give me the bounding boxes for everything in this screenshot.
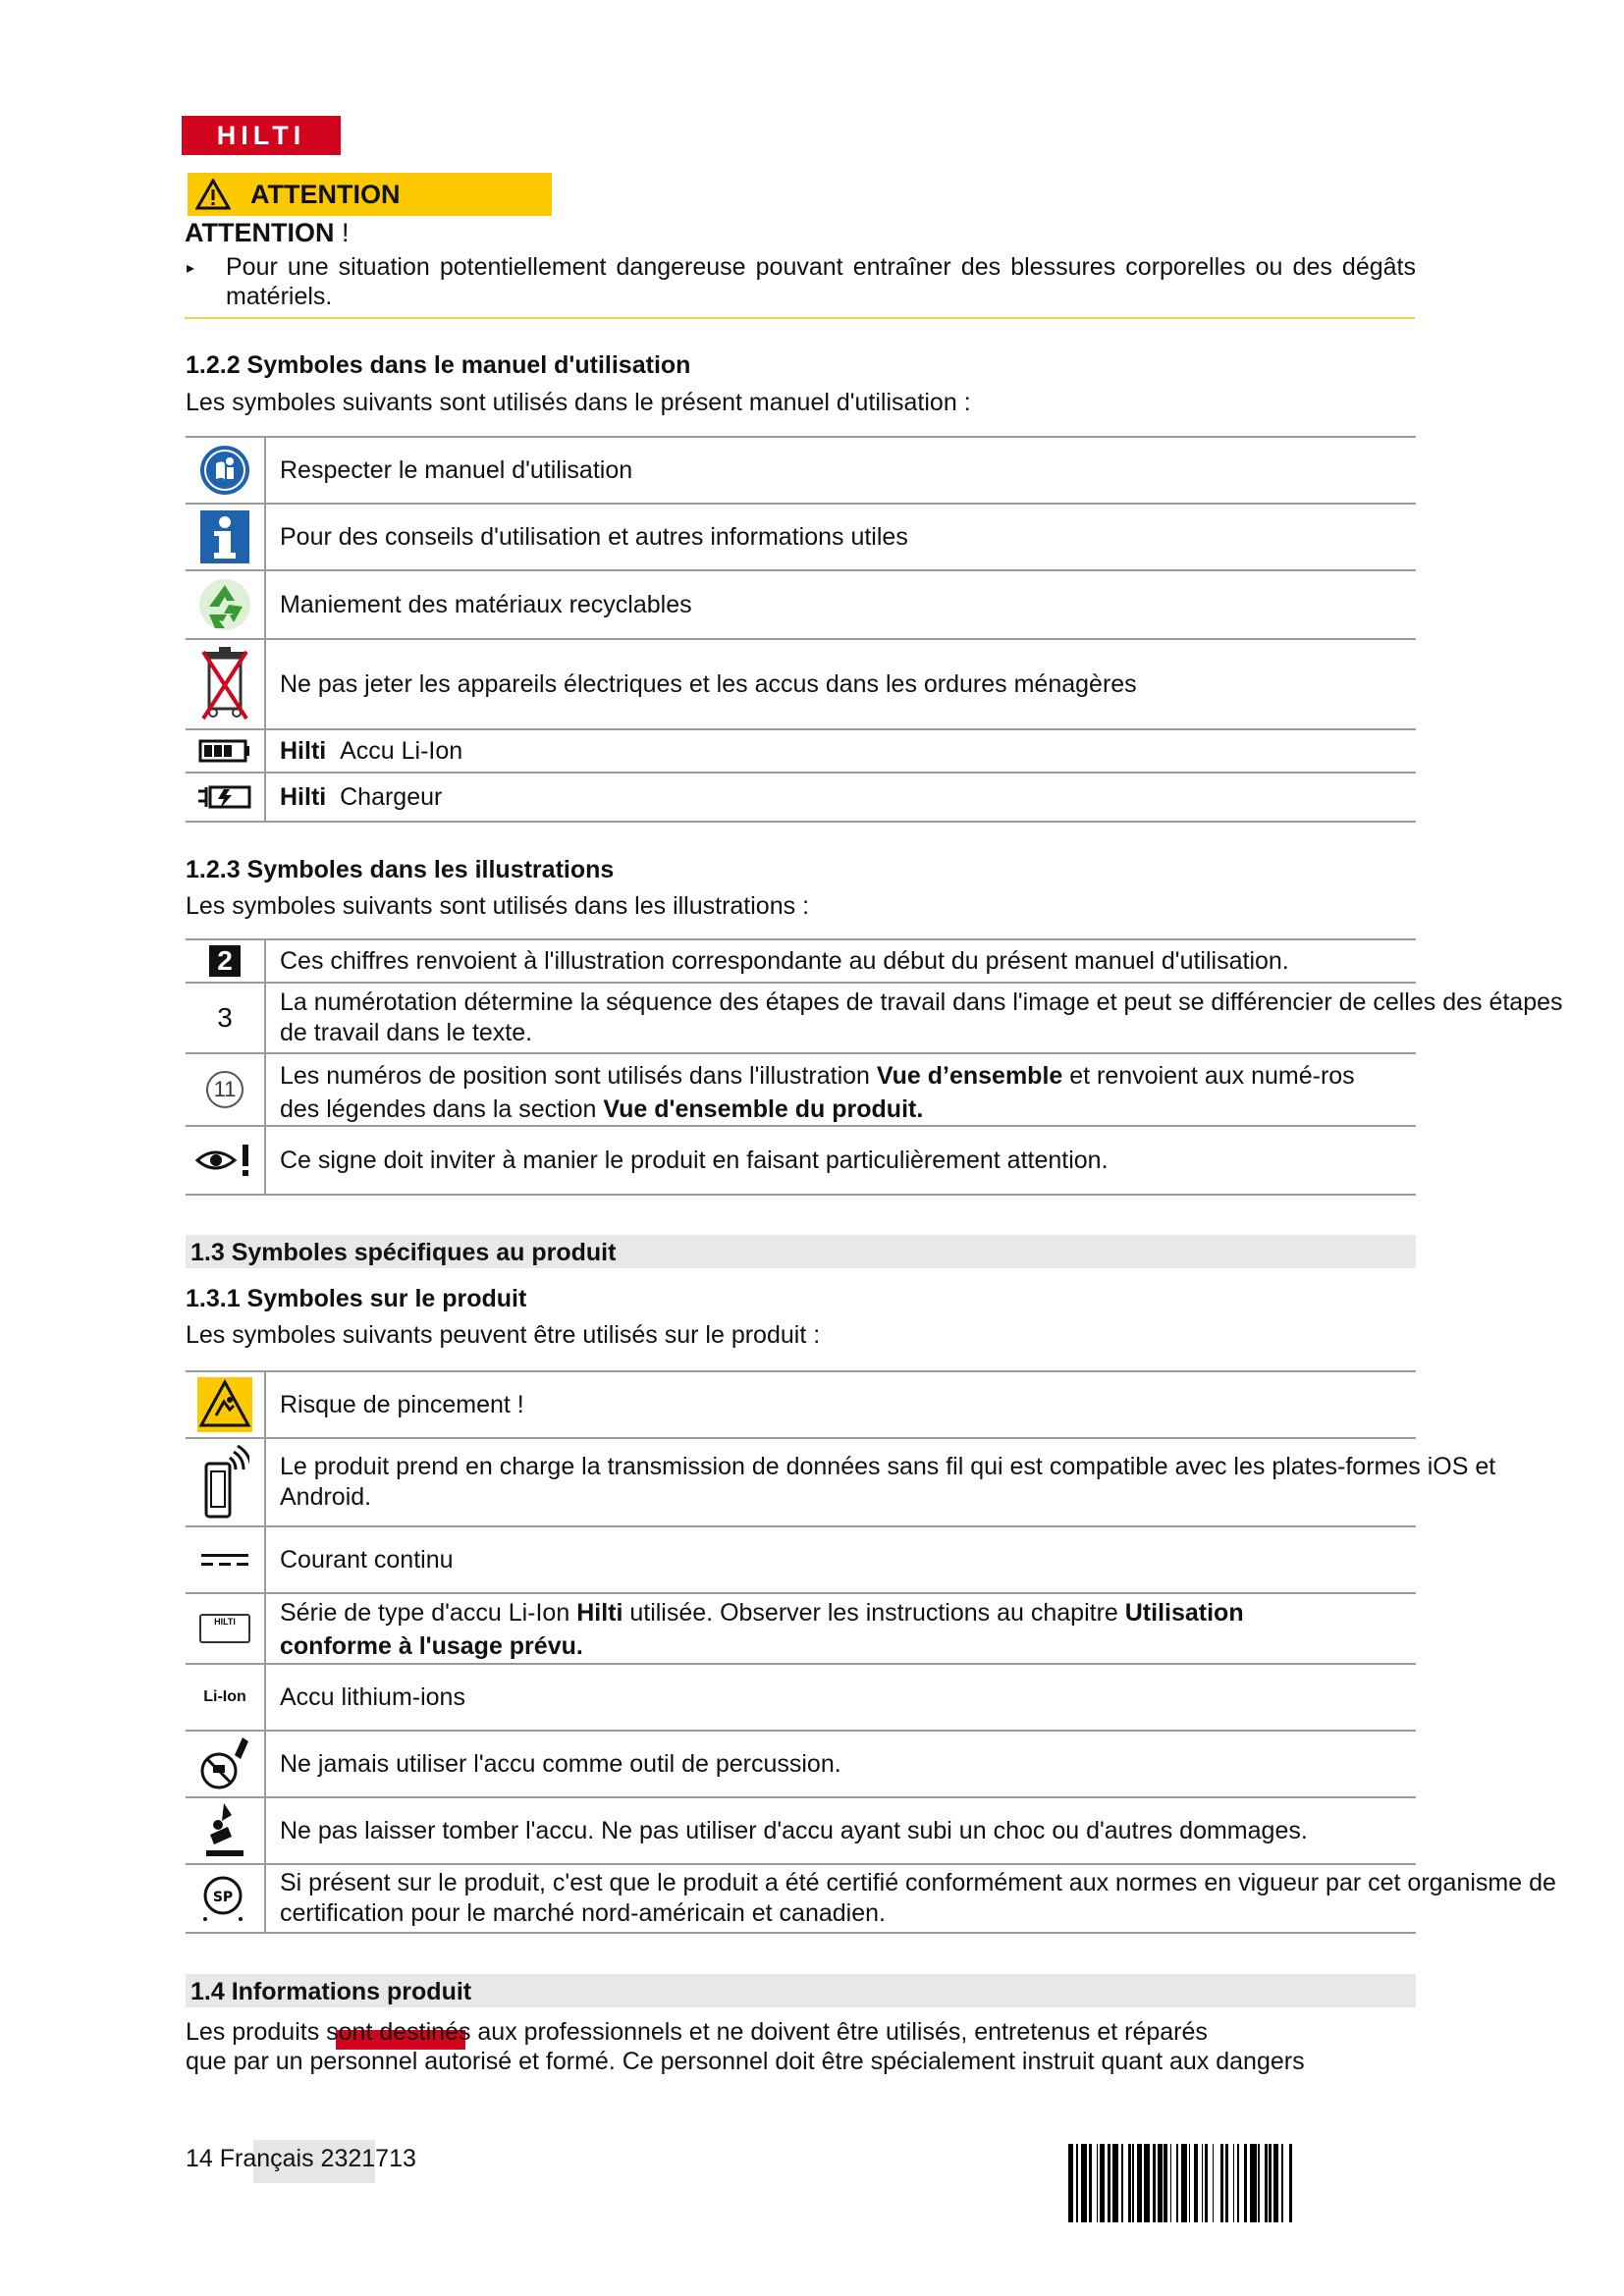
symbol-row (186, 505, 1416, 571)
text-bold: Vue d’ensemble (876, 1062, 1063, 1090)
section-intro-1-2-3: Les symboles suivants sont utilisés dans les illustrations : (186, 892, 810, 920)
manual-icon (198, 444, 251, 497)
symbol-text: Ne pas jeter les appareils électriques et les accus dans les ordures ménagères (280, 669, 1137, 698)
symbol-text-rest: Chargeur (340, 782, 443, 811)
bullet-arrow-icon: ▸ (187, 260, 195, 277)
symbol-text: Courant continu (280, 1545, 454, 1574)
figure-number-icon: 2 (209, 945, 241, 977)
text-part: et renvoient aux numé-ros des légendes dans la section (280, 1062, 1355, 1123)
text-bold: Utilisation conforme à l'usage prévu (280, 1599, 1244, 1660)
text-part: utilisée. Observer les instructions au chapitre (623, 1599, 1125, 1627)
text-part: Les numéros de position sont utilisés dans l'illustration (280, 1062, 877, 1090)
warning-label: ATTENTION (250, 179, 401, 209)
warning-title (185, 218, 350, 248)
text-part: . (916, 1095, 924, 1123)
symbol-row (186, 1594, 1416, 1665)
warning-title-text: ATTENTION (185, 218, 335, 247)
logo-text: HILTI (216, 120, 306, 150)
pinch-hazard-icon (196, 1376, 253, 1433)
position-number-icon: 11 (206, 1071, 244, 1108)
symbol-row (186, 1372, 1416, 1439)
page-footer: 14 Français 2321713 (186, 2145, 416, 2172)
li-ion-label: Li-Ion (203, 1688, 246, 1705)
section-heading-1-2-3: 1.2.3 Symboles dans les illustrations (186, 856, 615, 883)
info-icon (199, 509, 250, 564)
warning-divider (185, 317, 1415, 319)
warning-triangle-icon (195, 179, 231, 210)
csa-cert-icon (201, 1874, 248, 1923)
symbol-row (186, 1527, 1416, 1594)
symbol-row (186, 1054, 1416, 1127)
battery-series-icon (199, 1614, 250, 1643)
text-part: Série de type d'accu Li-Ion (280, 1599, 577, 1627)
symbol-text: Le produit prend en charge la transmission de données sans fil qui est compatible avec les plates-formes iOS et Android. (280, 1453, 1496, 1511)
symbol-text (280, 1054, 1399, 1125)
symbol-row (186, 571, 1416, 640)
symbol-row (186, 1665, 1416, 1732)
no-drop-icon (202, 1801, 247, 1860)
symbol-text: Maniement des matériaux recyclables (280, 590, 692, 618)
battery-series-label: HILTI (214, 1617, 236, 1627)
section-heading-1-3: 1.3 Symboles spécifiques au produit (186, 1235, 1416, 1268)
symbol-text: Risque de pincement ! (280, 1390, 524, 1418)
section-heading-1-3-1: 1.3.1 Symboles sur le produit (186, 1285, 527, 1312)
step-number-icon: 3 (217, 1002, 233, 1033)
symbol-text (280, 730, 462, 772)
product-info-line-2: que par un personnel autorisé et formé. Ce personnel doit être spécialement instruit quant aux dangers (186, 2048, 1305, 2075)
crossed-bin-icon (199, 646, 250, 722)
symbol-text: Ne pas laisser tomber l'accu. Ne pas utiliser d'accu ayant subi un choc ou d'autres dommages. (280, 1816, 1308, 1844)
charger-icon (196, 781, 253, 813)
symbol-text: Respecter le manuel d'utilisation (280, 455, 633, 484)
symbol-row (186, 1798, 1416, 1865)
symbol-text: Accu lithium-ions (280, 1682, 465, 1711)
section-heading-1-2-2: 1.2.2 Symboles dans le manuel d'utilisation (186, 351, 691, 379)
barcode (1068, 2144, 1414, 2222)
symbol-text (280, 1594, 1301, 1663)
symbol-row (186, 940, 1416, 984)
symbol-row (186, 1127, 1416, 1196)
hilti-logo (182, 116, 341, 155)
text-bold: Vue d'ensemble du produit (603, 1095, 917, 1123)
section-intro-1-2-2: Les symboles suivants sont utilisés dans le présent manuel d'utilisation : (186, 389, 971, 416)
symbol-row (186, 640, 1416, 730)
symbol-row (186, 438, 1416, 505)
brand-bold: Hilti (280, 736, 327, 765)
csa-cert-mark: SP (212, 1890, 234, 1905)
symbol-row (186, 984, 1563, 1054)
symbol-row (186, 1865, 1556, 1934)
direct-current-icon (199, 1550, 250, 1570)
text-part: . (575, 1632, 583, 1660)
text-bold: Hilti (576, 1599, 623, 1627)
symbol-row (186, 1732, 1416, 1798)
symbol-text: Ces chiffres renvoient à l'illustration correspondante au début du présent manuel d'utilisation. (280, 946, 1289, 975)
recycle-icon (197, 577, 252, 632)
symbol-text: Ne jamais utiliser l'accu comme outil de percussion. (280, 1749, 841, 1778)
barcode-bar (1289, 2144, 1292, 2222)
section-intro-1-3-1: Les symboles suivants peuvent être utilisés sur le produit : (186, 1321, 821, 1349)
symbol-row (186, 774, 1416, 823)
warning-text: Pour une situation potentiellement dangereuse pouvant entraîner des blessures corporelles ou des dégâts matériels. (226, 253, 1416, 310)
symbol-row (186, 730, 1416, 774)
product-info-line-1: Les produits sont destinés aux professionnels et ne doivent être utilisés, entretenus et réparés (186, 2018, 1208, 2046)
symbol-row (186, 1439, 1496, 1527)
no-hammer-icon (199, 1735, 250, 1792)
warning-title-suffix: ! (342, 218, 350, 247)
warning-banner (188, 173, 552, 216)
symbol-text: Ce signe doit inviter à manier le produit en faisant particulièrement attention. (280, 1146, 1109, 1174)
symbol-text (280, 774, 442, 821)
symbol-text: Si présent sur le produit, c'est que le produit a été certifié conformément aux normes en vigueur par cet organisme de certification pour le marché nord-américain et canadien. (280, 1869, 1556, 1927)
eye-attention-icon (195, 1143, 254, 1178)
battery-icon (198, 738, 251, 764)
section-heading-1-4: 1.4 Informations produit (186, 1974, 1416, 2007)
symbol-text: La numérotation détermine la séquence des étapes de travail dans l'image et peut se différencier de celles des étapes de travail dans le texte. (280, 988, 1563, 1046)
symbol-text-rest: Accu Li-Ion (340, 736, 463, 765)
wireless-phone-icon (200, 1444, 249, 1521)
brand-bold: Hilti (280, 782, 327, 811)
symbol-text: Pour des conseils d'utilisation et autres informations utiles (280, 522, 908, 551)
